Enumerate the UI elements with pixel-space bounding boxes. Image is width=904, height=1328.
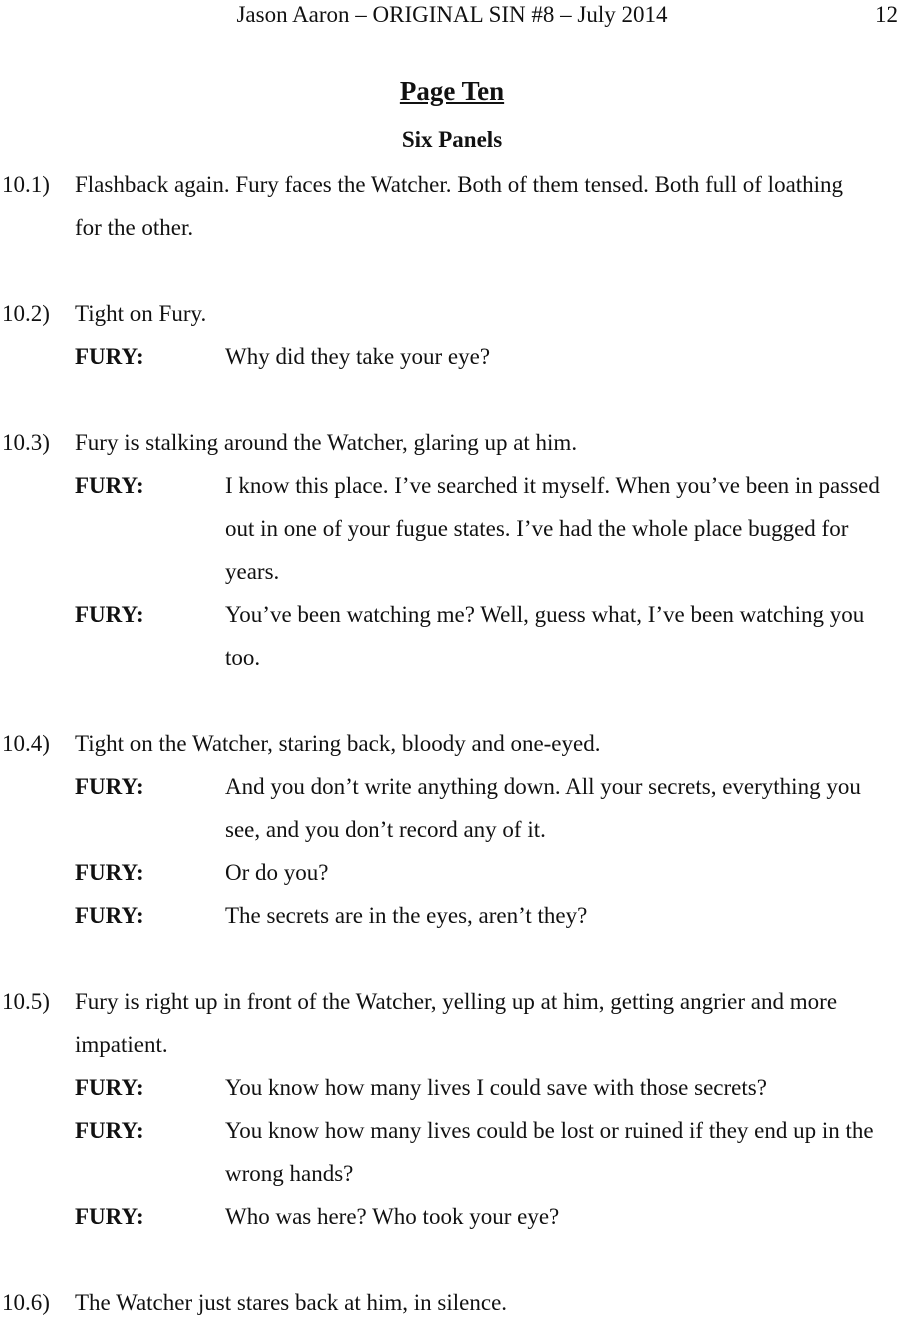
dialogue-text: I know this place. I’ve searched it myself. When you’ve been in passed out in one of your fugue states. I’ve had the whole place bugged for years. bbox=[225, 473, 880, 584]
panel-number: 10.5) bbox=[2, 989, 50, 1014]
dialogue-line bbox=[0, 464, 904, 593]
speaker-name: FURY: bbox=[75, 860, 144, 885]
speaker-name: FURY: bbox=[75, 473, 144, 498]
panel-10-6 bbox=[0, 1281, 904, 1324]
dialogue-line bbox=[0, 593, 904, 679]
dialogue-text: And you don’t write anything down. All your secrets, everything you see, and you don’t record any of it. bbox=[225, 774, 861, 842]
dialogue-line bbox=[0, 1195, 904, 1238]
panel-10-4 bbox=[0, 722, 904, 765]
panel-number: 10.6) bbox=[2, 1290, 50, 1315]
dialogue-text: Who was here? Who took your eye? bbox=[225, 1204, 560, 1229]
dialogue-line bbox=[0, 1066, 904, 1109]
panel-10-5 bbox=[0, 980, 904, 1066]
page-title: Page Ten bbox=[399, 76, 505, 106]
dialogue-line bbox=[0, 894, 904, 937]
panel-10-1 bbox=[0, 163, 904, 249]
speaker-name: FURY: bbox=[75, 774, 144, 799]
dialogue-text: You know how many lives could be lost or ruined if they end up in the wrong hands? bbox=[225, 1118, 874, 1186]
dialogue-text: You’ve been watching me? Well, guess what, I’ve been watching you too. bbox=[225, 602, 865, 670]
panel-description: The Watcher just stares back at him, in silence. bbox=[75, 1290, 508, 1315]
panel-description: Tight on Fury. bbox=[75, 301, 207, 326]
dialogue-line bbox=[0, 851, 904, 894]
speaker-name: FURY: bbox=[75, 602, 144, 627]
dialogue-text: You know how many lives I could save with those secrets? bbox=[225, 1075, 767, 1100]
panel-10-2 bbox=[0, 292, 904, 335]
panel-description: Fury is right up in front of the Watcher, yelling up at him, getting angrier and more impatient. bbox=[75, 989, 838, 1057]
speaker-name: FURY: bbox=[75, 1204, 144, 1229]
panel-description: Tight on the Watcher, staring back, bloody and one-eyed. bbox=[75, 731, 601, 756]
page-subtitle: Six Panels bbox=[401, 127, 503, 152]
panel-10-3 bbox=[0, 421, 904, 464]
speaker-name: FURY: bbox=[75, 344, 144, 369]
page-number: 12 bbox=[875, 2, 898, 27]
panel-description: Fury is stalking around the Watcher, glaring up at him. bbox=[75, 430, 578, 455]
dialogue-text: The secrets are in the eyes, aren’t they? bbox=[225, 903, 588, 928]
panel-number: 10.4) bbox=[2, 731, 50, 756]
running-header: Jason Aaron – ORIGINAL SIN #8 – July 2014 bbox=[236, 2, 668, 27]
dialogue-text: Or do you? bbox=[225, 860, 329, 885]
speaker-name: FURY: bbox=[75, 1075, 144, 1100]
panel-number: 10.2) bbox=[2, 301, 50, 326]
dialogue-line bbox=[0, 1109, 904, 1195]
script-body bbox=[0, 163, 904, 1324]
panel-description: Flashback again. Fury faces the Watcher. Both of them tensed. Both full of loathing for the other. bbox=[75, 172, 844, 240]
dialogue-line bbox=[0, 335, 904, 378]
panel-number: 10.1) bbox=[2, 172, 50, 197]
speaker-name: FURY: bbox=[75, 1118, 144, 1143]
panel-number: 10.3) bbox=[2, 430, 50, 455]
speaker-name: FURY: bbox=[75, 903, 144, 928]
dialogue-line bbox=[0, 765, 904, 851]
dialogue-text: Why did they take your eye? bbox=[225, 344, 491, 369]
